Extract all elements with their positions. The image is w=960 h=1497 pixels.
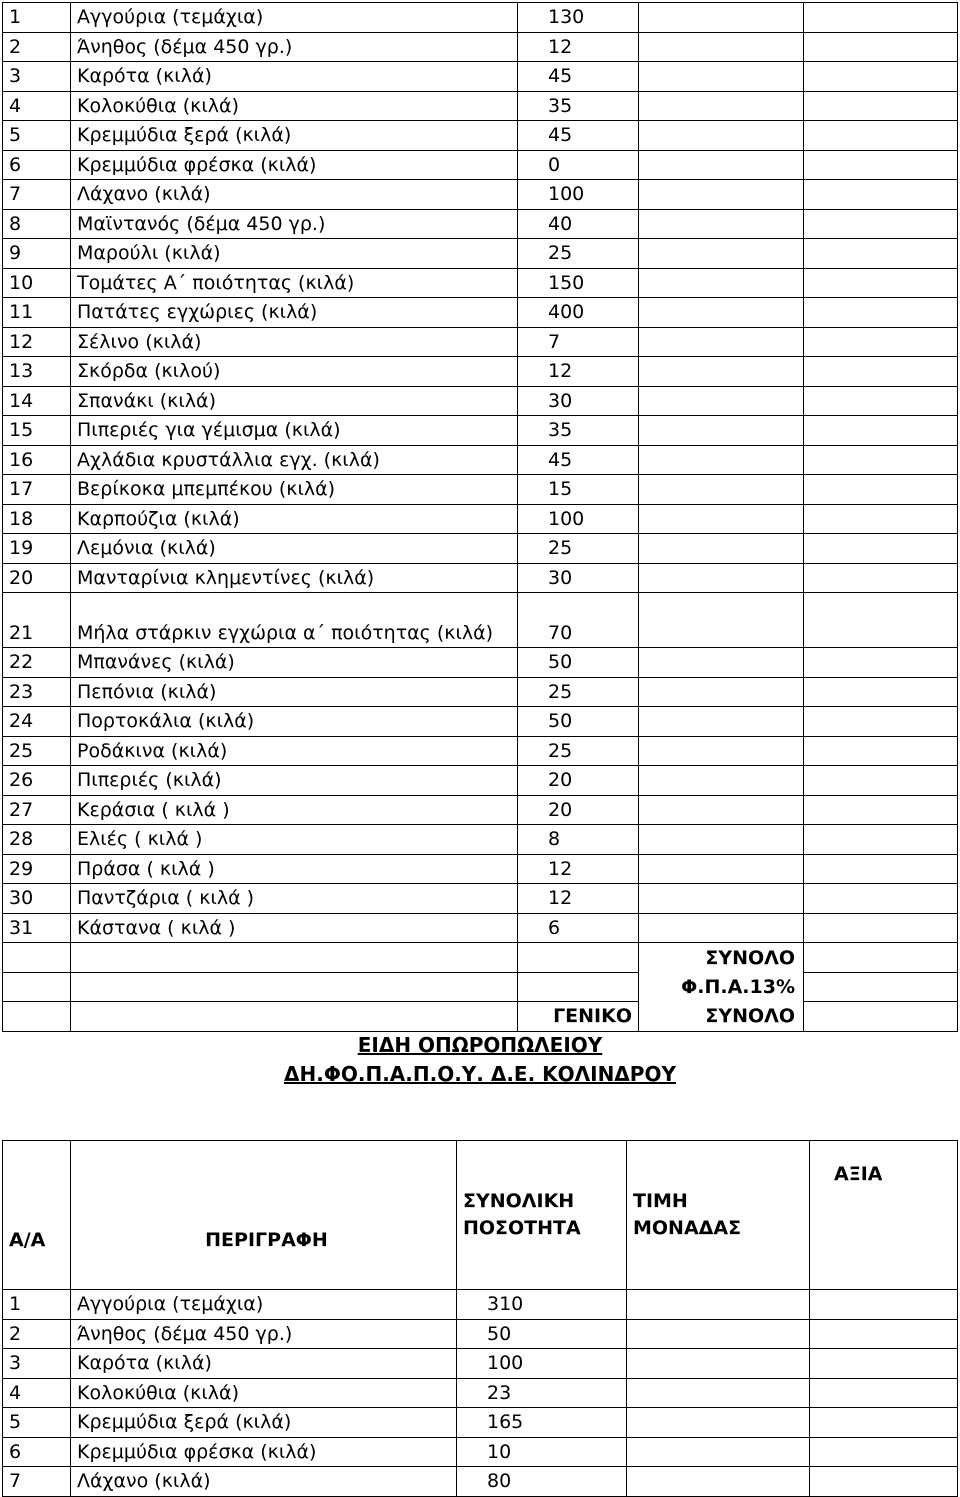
row-empty-cell <box>810 1467 958 1497</box>
row-number: 3 <box>3 62 71 92</box>
row-description: Πορτοκάλια (κιλά) <box>71 707 518 737</box>
vat-label: Φ.Π.Α.13% <box>639 972 804 1002</box>
row-number: 21 <box>3 593 71 648</box>
row-empty-cell <box>627 1378 810 1408</box>
table-row <box>3 1467 958 1497</box>
items-table-1 <box>2 2 958 1032</box>
row-empty-cell <box>639 32 804 62</box>
row-description: Πεπόνια (κιλά) <box>71 677 518 707</box>
header-description: ΠΕΡΙΓΡΑΦΗ <box>71 1141 457 1290</box>
table-row <box>3 91 958 121</box>
section-title-line1: ΕΙΔΗ ΟΠΩΡΟΠΩΛΕΙΟΥ <box>357 1033 603 1057</box>
row-description: Πατάτες εγχώριες (κιλά) <box>71 298 518 328</box>
total-label: ΣΥΝΟΛΟ <box>639 943 804 973</box>
totals-section <box>3 943 958 1032</box>
table-row <box>3 209 958 239</box>
row-empty-cell <box>639 62 804 92</box>
row-number: 10 <box>3 268 71 298</box>
table-row <box>3 32 958 62</box>
row-empty-cell <box>639 504 804 534</box>
row-number: 4 <box>3 1378 71 1408</box>
row-number: 28 <box>3 825 71 855</box>
row-empty-cell <box>639 766 804 796</box>
table-row <box>3 766 958 796</box>
row-empty-cell <box>804 150 958 180</box>
row-empty-cell <box>804 62 958 92</box>
row-quantity: 30 <box>518 563 639 593</box>
row-empty-cell <box>804 766 958 796</box>
table-row <box>3 795 958 825</box>
table-row <box>3 534 958 564</box>
row-description: Κολοκύθια (κιλά) <box>71 1378 457 1408</box>
table-row <box>3 1319 958 1349</box>
row-empty-cell <box>639 648 804 678</box>
row-quantity: 130 <box>518 3 639 33</box>
row-empty-cell <box>804 180 958 210</box>
row-description: Βερίκοκα μπεμπέκου (κιλά) <box>71 475 518 505</box>
row-empty-cell <box>639 121 804 151</box>
row-empty-cell <box>639 707 804 737</box>
row-number: 20 <box>3 563 71 593</box>
row-description: Πιπεριές για γέμισμα (κιλά) <box>71 416 518 446</box>
row-empty-cell <box>810 1319 958 1349</box>
row-quantity: 35 <box>518 91 639 121</box>
row-number: 30 <box>3 884 71 914</box>
items-table-2 <box>2 1140 958 1497</box>
row-empty-cell <box>639 3 804 33</box>
row-quantity: 165 <box>457 1408 627 1438</box>
table-row <box>3 563 958 593</box>
row-empty-cell <box>627 1408 810 1438</box>
row-quantity: 35 <box>518 416 639 446</box>
row-number: 27 <box>3 795 71 825</box>
row-quantity: 7 <box>518 327 639 357</box>
row-empty-cell <box>639 150 804 180</box>
row-empty-cell <box>804 357 958 387</box>
table-row <box>3 854 958 884</box>
row-empty-cell <box>639 298 804 328</box>
row-empty-cell <box>804 677 958 707</box>
row-empty-cell <box>804 32 958 62</box>
row-empty-cell <box>810 1437 958 1467</box>
row-empty-cell <box>639 209 804 239</box>
table-row <box>3 913 958 943</box>
row-description: Μαρούλι (κιλά) <box>71 239 518 269</box>
row-empty-cell <box>804 648 958 678</box>
row-empty-cell <box>627 1349 810 1379</box>
section-title <box>0 1031 960 1089</box>
total-row-fpa <box>3 972 958 1002</box>
row-description: Σπανάκι (κιλά) <box>71 386 518 416</box>
row-empty-cell <box>804 795 958 825</box>
table-row <box>3 648 958 678</box>
row-number: 12 <box>3 327 71 357</box>
row-description: Πράσα ( κιλά ) <box>71 854 518 884</box>
row-empty-cell <box>804 209 958 239</box>
row-quantity: 30 <box>518 386 639 416</box>
row-empty-cell <box>804 475 958 505</box>
row-number: 5 <box>3 121 71 151</box>
row-empty-cell <box>639 534 804 564</box>
row-quantity: 6 <box>518 913 639 943</box>
header-unit-price-line1: ΤΙΜΗ <box>633 1190 688 1212</box>
row-description: Αγγούρια (τεμάχια) <box>71 1290 457 1320</box>
grand-total-label: ΓΕΝΙΚΟ <box>518 1002 639 1032</box>
row-empty-cell <box>804 3 958 33</box>
table-row <box>3 327 958 357</box>
header-total-quantity-line2: ΠΟΣΟΤΗΤΑ <box>463 1217 581 1239</box>
table-row <box>3 3 958 33</box>
table-row <box>3 1349 958 1379</box>
row-empty-cell <box>804 268 958 298</box>
row-number: 11 <box>3 298 71 328</box>
row-empty-cell <box>804 825 958 855</box>
items-table-2-body <box>3 1290 958 1497</box>
row-description: Κεράσια ( κιλά ) <box>71 795 518 825</box>
row-description: Κολοκύθια (κιλά) <box>71 91 518 121</box>
row-quantity: 12 <box>518 854 639 884</box>
row-empty-cell <box>639 327 804 357</box>
row-empty-cell <box>810 1378 958 1408</box>
row-number: 17 <box>3 475 71 505</box>
row-empty-cell <box>639 795 804 825</box>
row-description: Καρότα (κιλά) <box>71 62 518 92</box>
total-row-geniko <box>3 1002 958 1032</box>
table-row <box>3 1408 958 1438</box>
section-title-line2: ΔΗ.ΦΟ.Π.Α.Π.Ο.Υ. Δ.Ε. ΚΟΛΙΝΔΡΟΥ <box>284 1062 676 1086</box>
row-description: Κρεμμύδια φρέσκα (κιλά) <box>71 1437 457 1467</box>
row-empty-cell <box>804 884 958 914</box>
row-description: Κάστανα ( κιλά ) <box>71 913 518 943</box>
row-description: Κρεμμύδια ξερά (κιλά) <box>71 121 518 151</box>
row-quantity: 50 <box>518 648 639 678</box>
row-empty-cell <box>804 707 958 737</box>
table-row <box>3 62 958 92</box>
row-empty-cell <box>804 593 958 648</box>
table-row <box>3 445 958 475</box>
row-empty-cell <box>804 534 958 564</box>
row-number: 18 <box>3 504 71 534</box>
row-number: 1 <box>3 1290 71 1320</box>
row-description: Σέλινο (κιλά) <box>71 327 518 357</box>
header-total-quantity-line1: ΣΥΝΟΛΙΚΗ <box>463 1190 575 1212</box>
row-quantity: 25 <box>518 677 639 707</box>
row-empty-cell <box>810 1408 958 1438</box>
table-row <box>3 884 958 914</box>
row-number: 14 <box>3 386 71 416</box>
table-row <box>3 677 958 707</box>
row-empty-cell <box>804 327 958 357</box>
row-number: 26 <box>3 766 71 796</box>
row-quantity: 23 <box>457 1378 627 1408</box>
row-number: 6 <box>3 150 71 180</box>
row-description: Μανταρίνια κλημεντίνες (κιλά) <box>71 563 518 593</box>
row-quantity: 45 <box>518 121 639 151</box>
table-row <box>3 180 958 210</box>
row-empty-cell <box>804 386 958 416</box>
row-quantity: 25 <box>518 534 639 564</box>
table-row <box>3 1437 958 1467</box>
row-number: 15 <box>3 416 71 446</box>
row-empty-cell <box>639 854 804 884</box>
row-description: Καρότα (κιλά) <box>71 1349 457 1379</box>
table-row <box>3 268 958 298</box>
row-description: Άνηθος (δέμα 450 γρ.) <box>71 32 518 62</box>
row-quantity: 15 <box>518 475 639 505</box>
row-quantity: 25 <box>518 239 639 269</box>
row-quantity: 8 <box>518 825 639 855</box>
items-table-1-body <box>3 3 958 943</box>
table-row <box>3 121 958 151</box>
table-row <box>3 736 958 766</box>
row-quantity: 0 <box>518 150 639 180</box>
row-empty-cell <box>639 563 804 593</box>
row-empty-cell <box>639 357 804 387</box>
row-empty-cell <box>639 593 804 648</box>
row-empty-cell <box>639 180 804 210</box>
row-quantity: 310 <box>457 1290 627 1320</box>
row-number: 1 <box>3 3 71 33</box>
row-quantity: 10 <box>457 1437 627 1467</box>
row-empty-cell <box>804 91 958 121</box>
row-description: Καρπούζια (κιλά) <box>71 504 518 534</box>
row-description: Αχλάδια κρυστάλλια εγχ. (κιλά) <box>71 445 518 475</box>
header-total-quantity <box>457 1141 627 1290</box>
row-quantity: 25 <box>518 736 639 766</box>
row-number: 5 <box>3 1408 71 1438</box>
row-quantity: 20 <box>518 795 639 825</box>
row-description: Λάχανο (κιλά) <box>71 180 518 210</box>
total-row-synolo <box>3 943 958 973</box>
row-description: Ελιές ( κιλά ) <box>71 825 518 855</box>
row-empty-cell <box>804 563 958 593</box>
row-empty-cell <box>639 475 804 505</box>
header-value: ΑΞΙΑ <box>810 1141 958 1290</box>
row-description: Λεμόνια (κιλά) <box>71 534 518 564</box>
row-empty-cell <box>639 386 804 416</box>
row-empty-cell <box>810 1349 958 1379</box>
row-description: Αγγούρια (τεμάχια) <box>71 3 518 33</box>
row-empty-cell <box>639 239 804 269</box>
row-number: 23 <box>3 677 71 707</box>
row-quantity: 40 <box>518 209 639 239</box>
row-description: Λάχανο (κιλά) <box>71 1467 457 1497</box>
row-number: 19 <box>3 534 71 564</box>
row-number: 7 <box>3 180 71 210</box>
table-row <box>3 504 958 534</box>
header-unit-price-line2: ΜΟΝΑΔΑΣ <box>633 1217 742 1239</box>
table-row <box>3 475 958 505</box>
table-row <box>3 825 958 855</box>
row-empty-cell <box>804 854 958 884</box>
row-number: 2 <box>3 1319 71 1349</box>
row-empty-cell <box>810 1290 958 1320</box>
row-description: Άνηθος (δέμα 450 γρ.) <box>71 1319 457 1349</box>
row-description: Σκόρδα (κιλού) <box>71 357 518 387</box>
row-empty-cell <box>639 884 804 914</box>
row-quantity: 45 <box>518 62 639 92</box>
row-empty-cell <box>627 1437 810 1467</box>
row-description: Μπανάνες (κιλά) <box>71 648 518 678</box>
row-description: Τομάτες Α΄ ποιότητας (κιλά) <box>71 268 518 298</box>
table-row <box>3 298 958 328</box>
table-row <box>3 357 958 387</box>
row-empty-cell <box>639 736 804 766</box>
row-empty-cell <box>804 121 958 151</box>
row-number: 7 <box>3 1467 71 1497</box>
row-number: 3 <box>3 1349 71 1379</box>
row-number: 31 <box>3 913 71 943</box>
row-empty-cell <box>639 913 804 943</box>
row-quantity: 100 <box>457 1349 627 1379</box>
row-quantity: 50 <box>457 1319 627 1349</box>
row-empty-cell <box>639 268 804 298</box>
row-description: Ροδάκινα (κιλά) <box>71 736 518 766</box>
table-row <box>3 593 958 648</box>
row-description: Πιπεριές (κιλά) <box>71 766 518 796</box>
row-quantity: 12 <box>518 884 639 914</box>
row-empty-cell <box>639 445 804 475</box>
row-empty-cell <box>627 1319 810 1349</box>
row-number: 2 <box>3 32 71 62</box>
row-number: 24 <box>3 707 71 737</box>
header-unit-price <box>627 1141 810 1290</box>
row-quantity: 150 <box>518 268 639 298</box>
table-row <box>3 150 958 180</box>
table-row <box>3 416 958 446</box>
row-empty-cell <box>804 239 958 269</box>
row-quantity: 100 <box>518 180 639 210</box>
row-quantity: 20 <box>518 766 639 796</box>
row-description: Κρεμμύδια φρέσκα (κιλά) <box>71 150 518 180</box>
row-empty-cell <box>804 504 958 534</box>
row-number: 4 <box>3 91 71 121</box>
row-empty-cell <box>804 416 958 446</box>
row-description: Μήλα στάρκιν εγχώρια α΄ ποιότητας (κιλά) <box>71 593 518 648</box>
table-row <box>3 1378 958 1408</box>
table-row <box>3 239 958 269</box>
row-quantity: 80 <box>457 1467 627 1497</box>
row-quantity: 50 <box>518 707 639 737</box>
row-description: Κρεμμύδια ξερά (κιλά) <box>71 1408 457 1438</box>
row-number: 16 <box>3 445 71 475</box>
row-number: 6 <box>3 1437 71 1467</box>
row-empty-cell <box>804 736 958 766</box>
table-2-header-row <box>3 1141 958 1290</box>
row-quantity: 12 <box>518 357 639 387</box>
row-empty-cell <box>804 445 958 475</box>
row-number: 25 <box>3 736 71 766</box>
header-aa: Α/Α <box>3 1141 71 1290</box>
row-empty-cell <box>639 91 804 121</box>
row-empty-cell <box>627 1467 810 1497</box>
row-number: 22 <box>3 648 71 678</box>
table-row <box>3 707 958 737</box>
row-quantity: 100 <box>518 504 639 534</box>
row-empty-cell <box>639 416 804 446</box>
row-quantity: 45 <box>518 445 639 475</box>
grand-total-synolo-label: ΣΥΝΟΛΟ <box>639 1002 804 1032</box>
table-row <box>3 1290 958 1320</box>
row-empty-cell <box>627 1290 810 1320</box>
row-empty-cell <box>804 298 958 328</box>
table-row <box>3 386 958 416</box>
row-empty-cell <box>804 913 958 943</box>
row-number: 13 <box>3 357 71 387</box>
row-quantity: 400 <box>518 298 639 328</box>
row-description: Μαϊντανός (δέμα 450 γρ.) <box>71 209 518 239</box>
row-number: 8 <box>3 209 71 239</box>
row-quantity: 12 <box>518 32 639 62</box>
row-number: 29 <box>3 854 71 884</box>
row-number: 9 <box>3 239 71 269</box>
row-empty-cell <box>639 677 804 707</box>
row-quantity: 70 <box>518 593 639 648</box>
row-description: Παντζάρια ( κιλά ) <box>71 884 518 914</box>
row-empty-cell <box>639 825 804 855</box>
